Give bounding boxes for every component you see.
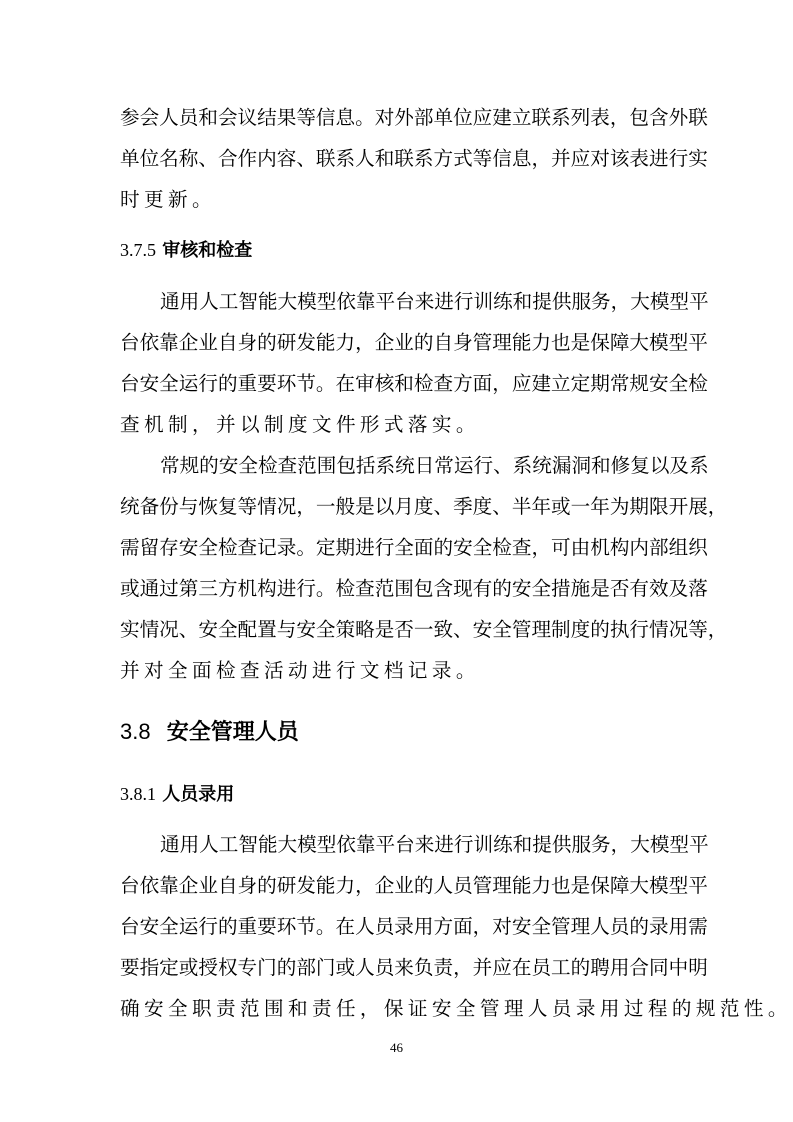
body-text-line: 台依靠企业自身的研发能力，企业的人员管理能力也是保障大模型平	[120, 874, 708, 897]
section-number: 3.8	[120, 719, 151, 744]
body-text-line: 时更新。	[120, 188, 216, 211]
section-title: 审核和检查	[162, 240, 253, 261]
section-number: 3.7.5	[120, 240, 156, 260]
section-title: 人员录用	[162, 784, 235, 805]
section-title: 安全管理人员	[166, 719, 299, 744]
body-text-line: 或通过第三方机构进行。检查范围包含现有的安全措施是否有效及落	[120, 577, 708, 600]
body-text-line: 台依靠企业自身的研发能力，企业的自身管理能力也是保障大模型平	[120, 331, 708, 354]
body-text-line: 参会人员和会议结果等信息。对外部单位应建立联系列表，包含外联	[120, 106, 708, 129]
body-text-line: 统备份与恢复等情况，一般是以月度、季度、半年或一年为期限开展，	[120, 495, 728, 518]
section-number: 3.8.1	[120, 784, 156, 804]
body-text-line: 台安全运行的重要环节。在审核和检查方面，应建立定期常规安全检	[120, 372, 708, 395]
body-text-line: 通用人工智能大模型依靠平台来进行训练和提供服务，大模型平	[160, 833, 709, 856]
section-heading-3-8-1	[120, 782, 234, 807]
page-number: 46	[390, 1040, 403, 1055]
body-text-line: 并对全面检查活动进行文档记录。	[120, 659, 480, 682]
body-text-line: 查机制，并以制度文件形式落实。	[120, 413, 480, 436]
body-text-line: 要指定或授权专门的部门或人员来负责，并应在员工的聘用合同中明	[120, 956, 708, 979]
body-text-line: 常规的安全检查范围包括系统日常运行、系统漏洞和修复以及系	[160, 454, 709, 477]
section-heading-3-7-5	[120, 238, 252, 263]
body-text-line: 实情况、安全配置与安全策略是否一致、安全管理制度的执行情况等，	[120, 618, 728, 641]
body-text-line: 确安全职责范围和责任，保证安全管理人员录用过程的规范性。	[120, 997, 792, 1020]
body-text-line: 台安全运行的重要环节。在人员录用方面，对安全管理人员的录用需	[120, 915, 708, 938]
section-heading-3-8	[120, 718, 299, 746]
body-text-line: 需留存安全检查记录。定期进行全面的安全检查，可由机构内部组织	[120, 536, 708, 559]
body-text-line: 通用人工智能大模型依靠平台来进行训练和提供服务，大模型平	[160, 290, 709, 313]
body-text-line: 单位名称、合作内容、联系人和联系方式等信息，并应对该表进行实	[120, 147, 708, 170]
